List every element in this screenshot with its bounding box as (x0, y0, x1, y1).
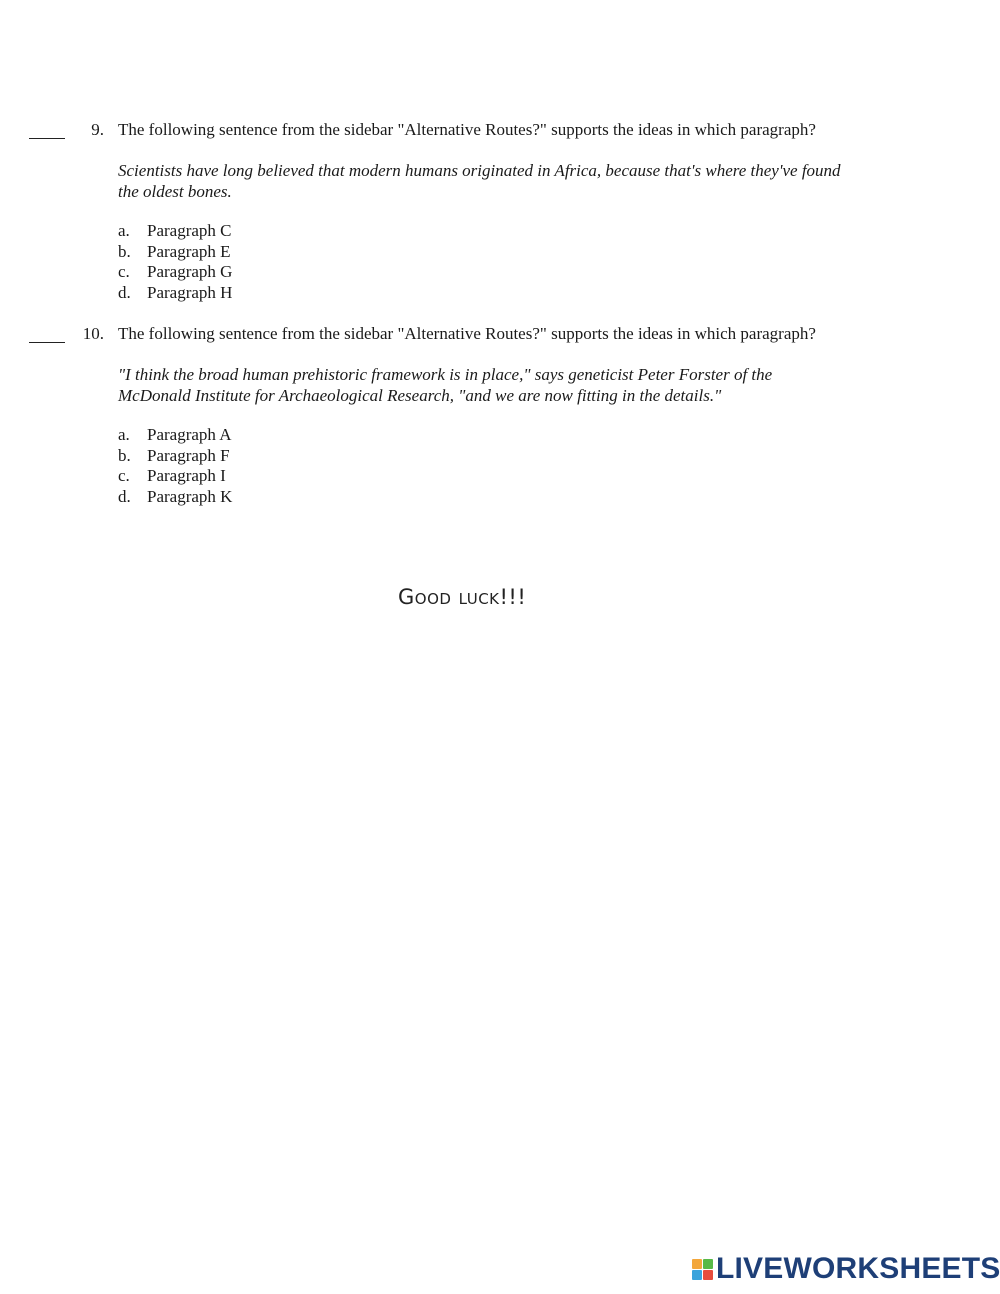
option-text: Paragraph G (147, 262, 233, 282)
quote-line: the oldest bones. (118, 182, 232, 201)
question-number: 10. (82, 324, 104, 343)
option-text: Paragraph E (147, 241, 231, 261)
option-letter: c. (118, 262, 130, 282)
logo-square (703, 1259, 713, 1269)
option-text: Paragraph H (147, 283, 233, 303)
quote-line: Scientists have long believed that modern humans originated in Africa, because that's where they've found (118, 161, 841, 180)
option-letter: d. (118, 487, 131, 507)
option-text: Paragraph F (147, 445, 230, 465)
option-letter: b. (118, 445, 131, 465)
brand-name: LIVEWORKSHEETS (716, 1252, 1000, 1285)
liveworksheets-brand (692, 1254, 1000, 1284)
quote-line: "I think the broad human prehistoric framework is in place," says geneticist Peter Forster of the (118, 365, 773, 384)
question-9-row (0, 119, 1000, 141)
option-letter: d. (118, 283, 131, 303)
question-quote (118, 364, 898, 406)
question-9-answer-blank[interactable] (29, 117, 65, 139)
option-text: Paragraph A (147, 425, 232, 444)
question-quote (118, 160, 898, 202)
option-letter: a. (118, 221, 130, 240)
question-number: 9. (91, 120, 104, 139)
liveworksheets-logo-icon (692, 1259, 713, 1280)
option-letter: b. (118, 241, 131, 261)
quote-line: McDonald Institute for Archaeological Research, "and we are now fitting in the details." (118, 386, 722, 405)
option-text: Paragraph C (147, 221, 232, 240)
option-text: Paragraph K (147, 487, 233, 507)
option-letter: a. (118, 425, 130, 444)
logo-square (703, 1270, 713, 1280)
question-prompt: The following sentence from the sidebar "Alternative Routes?" supports the ideas in which paragraph? (118, 120, 816, 139)
option-text: Paragraph I (147, 466, 226, 486)
good-luck-message: Good luck!!! (398, 585, 527, 609)
question-prompt: The following sentence from the sidebar "Alternative Routes?" supports the ideas in which paragraph? (118, 324, 816, 343)
logo-square (692, 1270, 702, 1280)
question-10-answer-blank[interactable] (29, 321, 65, 343)
logo-square (692, 1259, 702, 1269)
question-10-row (0, 323, 1000, 345)
option-letter: c. (118, 466, 130, 486)
